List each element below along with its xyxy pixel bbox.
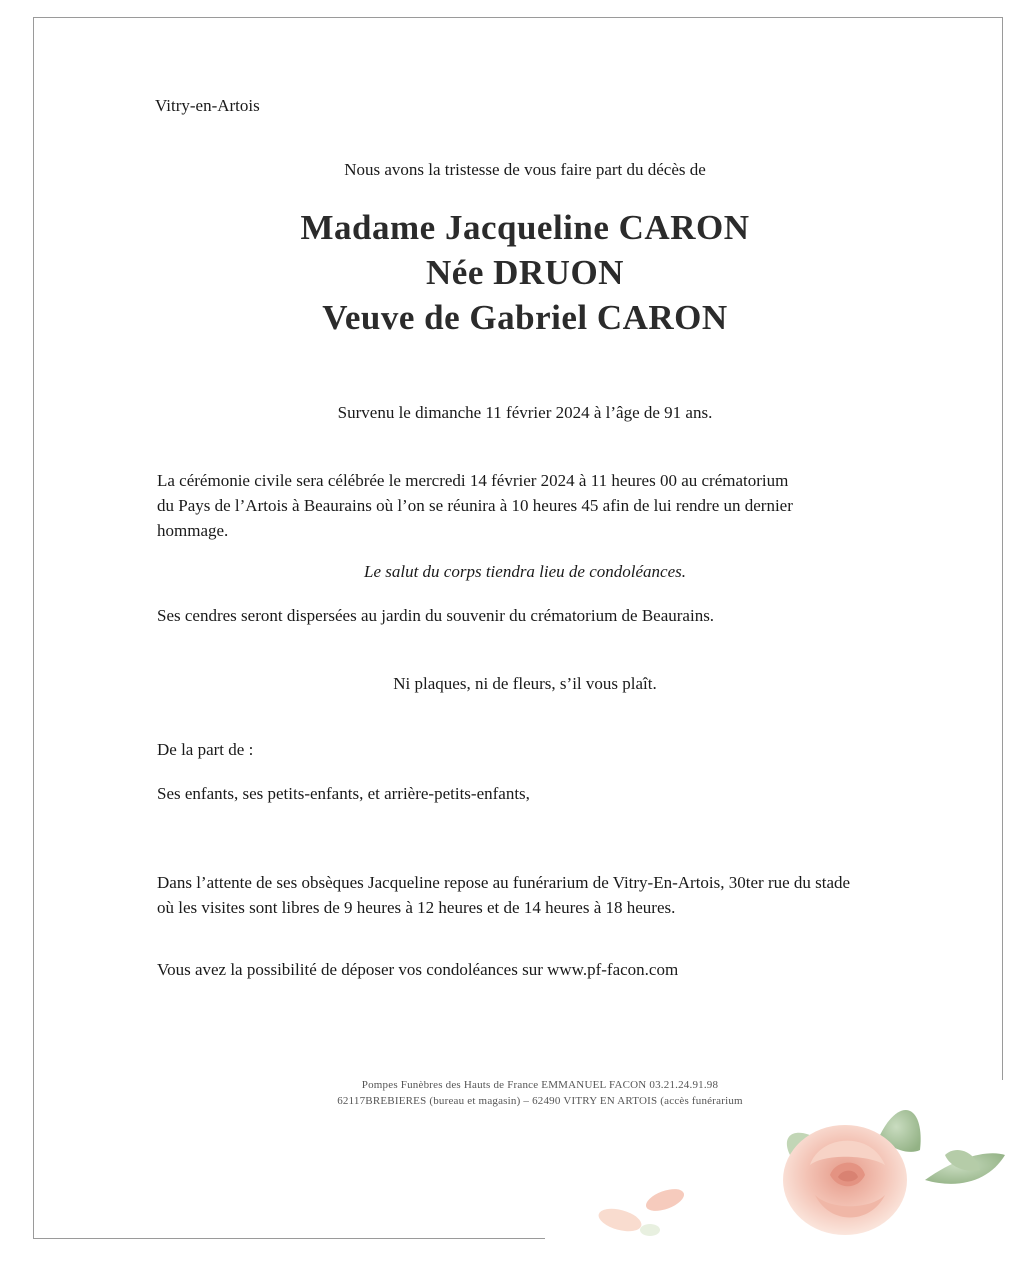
from-label: De la part de : [157,740,254,759]
location-heading: Vitry-en-Artois [155,96,260,115]
intro-line: Nous avons la tristesse de vous faire part du décès de [344,160,706,179]
ceremony-line-2: du Pays de l’Artois à Beaurains où l’on se réunira à 10 heures 45 afin de lui rendre un dernier [157,496,793,515]
footer-line-1: Pompes Funèbres des Hauts de France EMMANUEL FACON 03.21.24.91.98 [361,1079,719,1091]
ashes-line: Ses cendres seront dispersées au jardin du souvenir du crématorium de Beaurains. [157,606,715,625]
salut-line: Le salut du corps tiendra lieu de condoléances. [363,562,686,581]
ceremony-paragraph [157,468,897,543]
deceased-name-block [100,205,950,340]
death-date-line: Survenu le dimanche 11 février 2024 à l’âge de 91 ans. [337,403,713,422]
condolences-line: Vous avez la possibilité de déposer vos condoléances sur www.pf-facon.com [157,960,679,979]
widow-of: Veuve de Gabriel CARON [322,298,728,337]
ceremony-line-1: La cérémonie civile sera célébrée le mercredi 14 février 2024 à 11 heures 00 au crématorium [157,471,789,490]
ceremony-line-3: hommage. [157,521,229,540]
funeral-home-line-2: où les visites sont libres de 9 heures à 12 heures et de 14 heures à 18 heures. [157,898,676,917]
family-line: Ses enfants, ses petits-enfants, et arrière-petits-enfants, [157,784,530,803]
deceased-name: Madame Jacqueline CARON [300,208,750,247]
rose-decoration-icon [580,1095,1010,1245]
maiden-name: Née DRUON [426,253,624,292]
funeral-home-paragraph [157,870,850,920]
funeral-home-line-1: Dans l’attente de ses obsèques Jacqueline repose au funérarium de Vitry-En-Artois, 30ter rue du stade [157,873,851,892]
no-flowers-line: Ni plaques, ni de fleurs, s’il vous plaît. [393,674,657,693]
page-border [33,17,1003,1239]
footer-line-2: 62117BREBIERES (bureau et magasin) – 62490 VITRY EN ARTOIS (accès funérarium [337,1095,743,1107]
